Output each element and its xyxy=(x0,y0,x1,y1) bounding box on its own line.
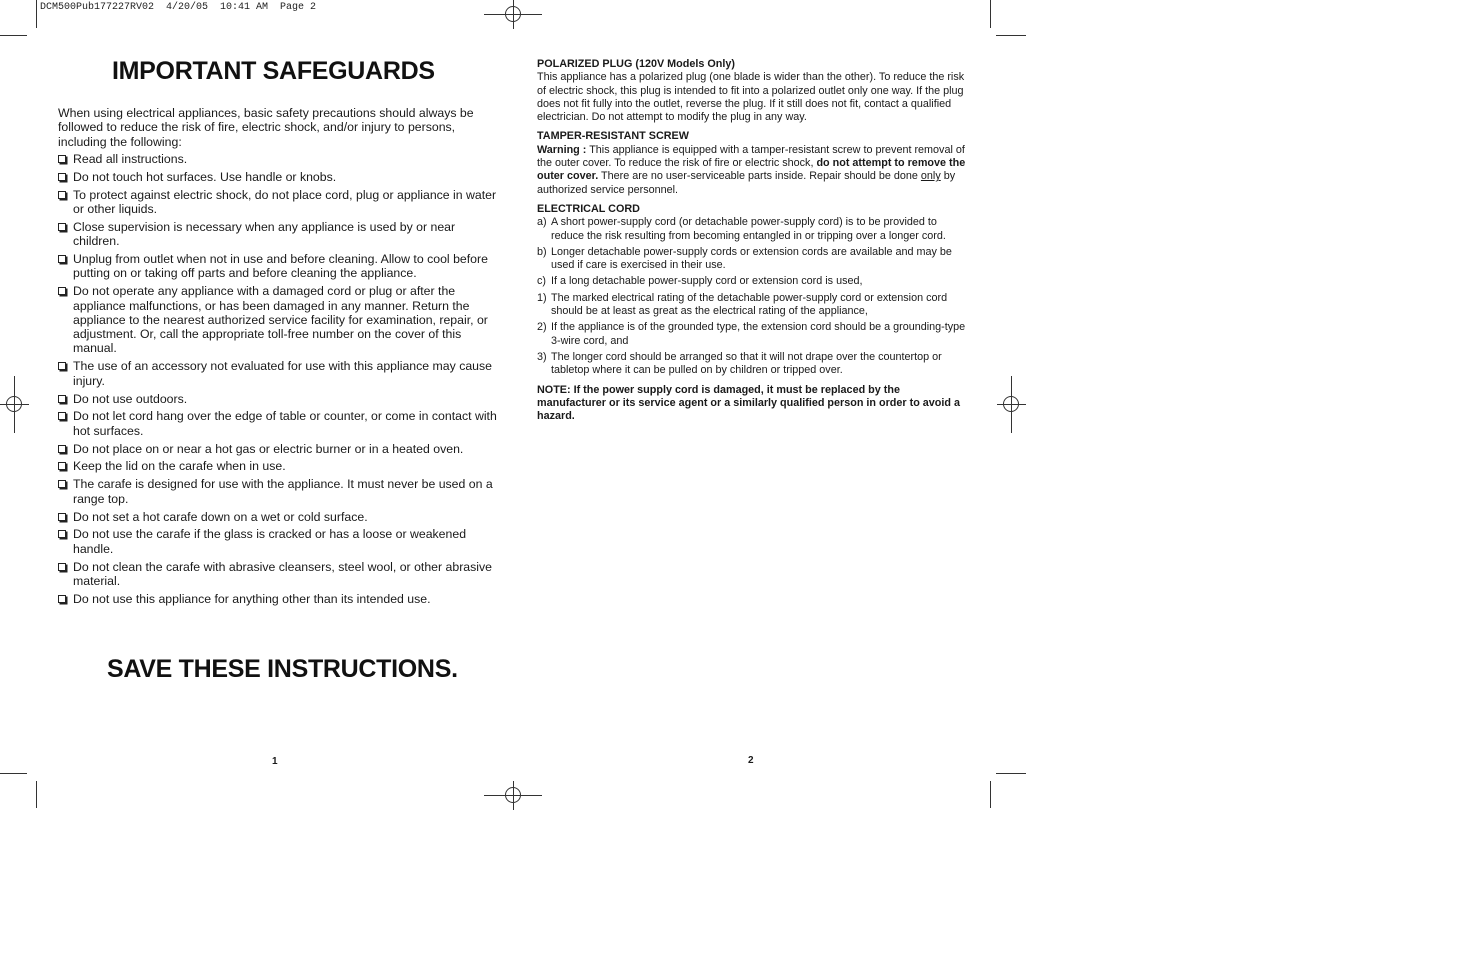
checkbox-bullet-icon xyxy=(58,155,66,163)
list-item: 2) If the appliance is of the grounded type, the extension cord should be a grounding-type 3-wire cord, and xyxy=(537,321,966,347)
warning-label: Warning : xyxy=(537,143,587,156)
checkbox-bullet-icon xyxy=(58,513,66,521)
checkbox-bullet-icon xyxy=(58,395,66,403)
list-item: 3) The longer cord should be arranged so that it will not drape over the countertop or tabletop where it can be pulled on by children or tripped over. xyxy=(537,350,942,377)
warning-bold-text: do not attempt to remove the outer cover. xyxy=(537,157,966,183)
list-item: c) If a long detachable power-supply cord or extension cord is used, xyxy=(537,275,863,288)
tamper-screw-text: Warning : This appliance is equipped with a tamper-resistant screw to prevent removal of the outer cover. To reduce the risk of fire or electric shock, do not attempt to remove the outer cover. There are no user-serviceable parts inside. Repair should be done only by authorized service personnel. xyxy=(537,143,966,196)
checkbox-bullet-icon xyxy=(58,462,66,470)
checkbox-bullet-icon xyxy=(58,480,66,488)
list-item: Do not operate any appliance with a damaged cord or plug or after the appliance malfunctions, or has been damaged in any manner. Return the appliance to the nearest authorized service facility for examination, repair, or adjustment. Or, call the appropriate toll-free number on the cover of this manual. xyxy=(58,284,498,355)
list-item: Do not use the carafe if the glass is cracked or has a loose or weakened handle. xyxy=(58,527,498,556)
checkbox-bullet-icon xyxy=(58,530,66,538)
crop-mark xyxy=(996,773,1026,774)
checkbox-bullet-icon xyxy=(58,287,66,295)
checkbox-bullet-icon xyxy=(58,445,66,453)
crop-mark xyxy=(996,35,1026,36)
checkbox-bullet-icon xyxy=(58,362,66,370)
polarized-plug-text: This appliance has a polarized plug (one blade is wider than the other). To reduce the risk of electric shock, this plug is intended to fit into a polarized outlet only one way. If the plug does not fit fully into the outlet, reverse the plug. If it still does not fit, contact a qualified electrician. Do not attempt to modify the plug in any way. xyxy=(537,71,965,124)
list-item: Do not set a hot carafe down on a wet or cold surface. xyxy=(58,510,498,524)
list-item: Read all instructions. xyxy=(58,152,498,166)
note-paragraph: NOTE: If the power supply cord is damaged, it must be replaced by the manufacturer or its service agent or a similarly qualified person in order to avoid a hazard. xyxy=(537,383,961,423)
checkbox-bullet-icon xyxy=(58,412,66,420)
checkbox-bullet-icon xyxy=(58,223,66,231)
list-item: b) Longer detachable power-supply cords or extension cords are available and may be used if care is exercised in their use. xyxy=(537,245,952,272)
list-item: Do not use this appliance for anything other than its intended use. xyxy=(58,592,498,606)
crop-mark xyxy=(36,781,37,808)
list-item: a) A short power-supply cord (or detachable power-supply cord) is to be provided to reduce the risk resulting from becoming entangled in or tripping over a longer cord. xyxy=(537,216,946,242)
list-item: Unplug from outlet when not in use and before cleaning. Allow to cool before putting on or taking off parts and before cleaning the appliance. xyxy=(58,252,498,281)
crop-mark xyxy=(990,781,991,808)
page-title: IMPORTANT SAFEGUARDS xyxy=(112,57,435,85)
crop-mark xyxy=(36,0,37,28)
print-slug: DCM500Pub177227RV02 4/20/05 10:41 AM Page 2 xyxy=(40,2,317,13)
safeguards-list xyxy=(58,152,498,606)
checkbox-bullet-icon xyxy=(58,191,66,199)
list-item: Do not place on or near a hot gas or electric burner or in a heated oven. xyxy=(58,442,498,456)
list-item: The use of an accessory not evaluated for use with this appliance may cause injury. xyxy=(58,359,498,388)
electrical-cord-heading: ELECTRICAL CORD xyxy=(537,202,640,215)
page-number-right: 2 xyxy=(748,755,754,766)
list-item: Do not clean the carafe with abrasive cleansers, steel wool, or other abrasive material. xyxy=(58,560,498,589)
electrical-cord-list xyxy=(537,216,969,377)
checkbox-bullet-icon xyxy=(58,173,66,181)
list-item: Do not use outdoors. xyxy=(58,392,498,406)
intro-paragraph: When using electrical appliances, basic safety precautions should always be followed to reduce the risk of fire, electric shock, and/or injury to persons, including the following: xyxy=(58,106,474,149)
crop-mark xyxy=(0,35,27,36)
underlined-word: only xyxy=(920,170,941,183)
list-item: To protect against electric shock, do not place cord, plug or appliance in water or other liquids. xyxy=(58,188,498,217)
crop-mark xyxy=(0,773,27,774)
checkbox-bullet-icon xyxy=(58,255,66,263)
safeguards-column xyxy=(58,106,498,610)
list-item: Keep the lid on the carafe when in use. xyxy=(58,459,498,473)
list-item: 1) The marked electrical rating of the detachable power-supply cord or extension cord should be at least as great as the electrical rating of the appliance, xyxy=(537,291,948,318)
polarized-plug-heading: POLARIZED PLUG (120V Models Only) xyxy=(537,58,735,70)
list-item: Do not let cord hang over the edge of table or counter, or come in contact with hot surfaces. xyxy=(58,409,498,438)
save-instructions-heading: SAVE THESE INSTRUCTIONS. xyxy=(107,655,458,683)
right-column xyxy=(537,58,969,429)
crop-mark xyxy=(990,0,991,28)
page-number-left: 1 xyxy=(272,756,278,767)
checkbox-bullet-icon xyxy=(58,595,66,603)
list-item: Close supervision is necessary when any appliance is used by or near children. xyxy=(58,220,498,249)
tamper-screw-heading: TAMPER-RESISTANT SCREW xyxy=(537,130,689,143)
list-item: Do not touch hot surfaces. Use handle or knobs. xyxy=(58,170,498,184)
list-item: The carafe is designed for use with the appliance. It must never be used on a range top. xyxy=(58,477,498,506)
checkbox-bullet-icon xyxy=(58,563,66,571)
